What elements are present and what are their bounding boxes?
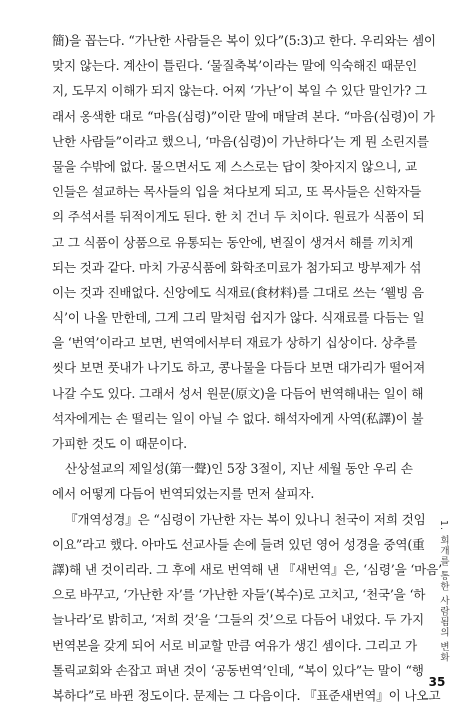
text-line: 래서 옹색한 대로 “마음(심령)”이란 말에 매달려 본다. “마음(심령)이 가 xyxy=(52,108,435,124)
text-line: 늘나라’로 밝히고, ‘저희 것’을 ‘그들의 것’으로 다듬어 내었다. 두 가지 xyxy=(52,612,424,628)
text-line: 고 그 식품이 상품으로 유통되는 동안에, 변질이 생겨서 해를 끼치게 xyxy=(52,234,414,250)
text-line: 가피한 것도 이 때문이다. xyxy=(52,436,187,451)
text-line: 복하다”로 바뀐 정도이다. 문제는 그 다음이다. 『표준새번역』이 나오고 xyxy=(52,687,441,703)
text-line: 을 ‘번역’이라고 보면, 번역에서부터 재료가 상하기 십상이다. 상추를 xyxy=(52,335,417,351)
text-line: 산상설교의 제일성(第一聲)인 5장 3절이, 지난 세월 동안 우리 손 xyxy=(65,461,413,477)
text-line: 이요”라고 했다. 아마도 선교사들 손에 들려 있던 영어 성경을 중역(重 xyxy=(52,536,425,552)
text-line: 나갈 수도 있다. 그래서 성서 원문(原文)을 다듬어 번역해내는 일이 해 xyxy=(52,385,424,401)
page-number: 35 xyxy=(428,675,446,689)
text-line: 톨릭교회와 손잡고 펴낸 것이 ‘공동번역’인데, “복이 있다”는 말이 “행 xyxy=(52,662,424,678)
text-line: 난한 사람들”이라고 했으니, ‘마음(심령)이 가난하다’는 게 뭔 소린지를 xyxy=(52,133,429,149)
text-line: 『개역성경』은 “심령이 가난한 자는 복이 있나니 천국이 저희 것임 xyxy=(65,511,426,527)
text-line: 물을 수밖에 없다. 물으면서도 제 스스로는 답이 찾아지지 않으니, 교 xyxy=(52,158,417,174)
text-line: 맞지 않는다. 계산이 틀린다. ‘물질축복’이라는 말에 익숙해진 때문인 xyxy=(52,58,417,74)
text-line: 씻다 보면 풋내가 나기도 하고, 콩나물을 다듬다 보면 대가리가 떨어져 xyxy=(52,360,426,376)
text-line: 지, 도무지 이해가 되지 않는다. 어찌 ‘가난’이 복일 수 있단 말인가? 그 xyxy=(52,83,427,99)
chapter-side-tab: 1. 회개를 통한 사람됨의 변화 xyxy=(438,520,449,663)
text-line: 인들은 설교하는 목사들의 입을 쳐다보게 되고, 또 목사들은 신학자들 xyxy=(52,184,422,200)
text-line: 번역본을 갖게 되어 서로 비교할 만큼 여유가 생긴 셈이다. 그리고 가 xyxy=(52,637,417,653)
text-line: 簡)을 꼽는다. “가난한 사람들은 복이 있다”(5:3)고 한다. 우리와는 셈이 xyxy=(52,33,436,48)
text-line: 이는 것과 진배없다. 신앙에도 식재료(食材料)를 그대로 쓰는 ‘웰빙 음 xyxy=(52,284,424,300)
text-line: 으로 바꾸고, ‘가난한 자’를 ‘가난한 자들’(복수)로 고치고, ‘천국’을 ‘하 xyxy=(52,587,426,603)
text-line: 에서 어떻게 다듬어 번역되었는지를 먼저 살피자. xyxy=(52,486,315,502)
text-line: 의 주석서를 뒤적이게도 된다. 한 치 건너 두 치이다. 원료가 식품이 되 xyxy=(52,209,425,225)
text-line: 식’이 나올 만한데, 그게 그리 말처럼 쉽지가 않다. 식재료를 다듬는 일 xyxy=(52,310,425,326)
text-line: 석자에게는 손 떨리는 일이 아닐 수 없다. 해석자에게 사역(私譯)이 불 xyxy=(52,410,424,426)
text-line: 되는 것과 같다. 마치 가공식품에 화학조미료가 첨가되고 방부제가 섞 xyxy=(52,259,422,275)
text-line: 譯)해 낸 것이리라. 그 후에 새로 번역해 낸 『새번역』은, ‘심령’을 ‘마음’ xyxy=(52,561,442,577)
